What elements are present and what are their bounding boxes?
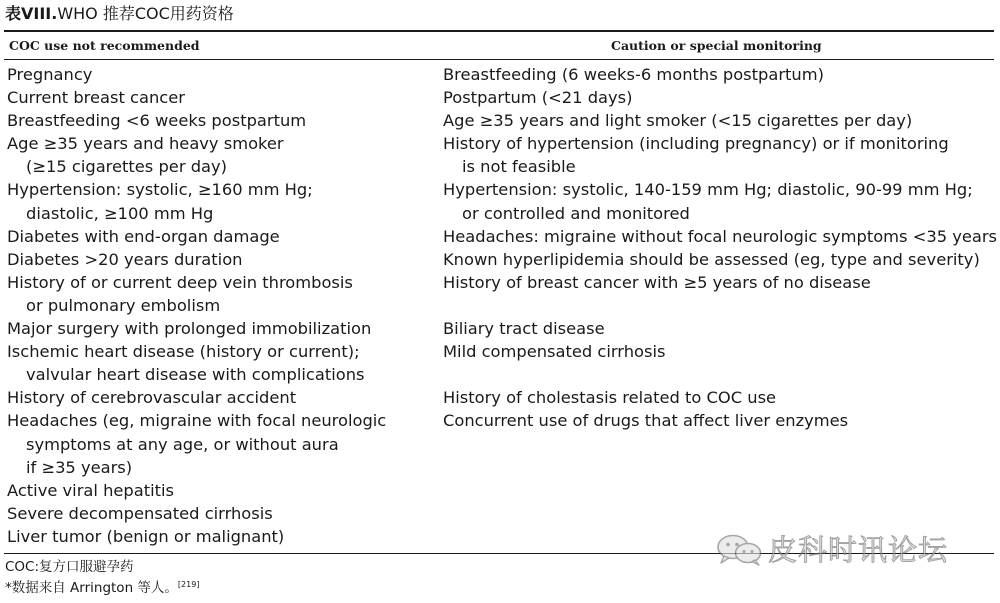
- table-top-rule: [4, 30, 994, 32]
- not-recommended-row: Active viral hepatitis: [7, 480, 175, 500]
- caution-row: Concurrent use of drugs that affect liver enzymes: [443, 411, 849, 431]
- not-recommended-row: (≥15 cigarettes per day): [26, 157, 227, 177]
- not-recommended-row: Headaches (eg, migraine with focal neurologic: [7, 411, 387, 431]
- column-header-caution: Caution or special monitoring: [611, 38, 822, 53]
- table-title: [5, 4, 234, 24]
- caution-row: History of hypertension (including pregnancy) or if monitoring: [443, 134, 949, 154]
- not-recommended-row: Breastfeeding <6 weeks postpartum: [7, 111, 307, 131]
- footnote-source: [5, 576, 199, 597]
- caution-row: is not feasible: [462, 157, 576, 177]
- caution-row: or controlled and monitored: [462, 203, 690, 223]
- caution-row: Mild compensated cirrhosis: [443, 342, 666, 362]
- not-recommended-row: Diabetes >20 years duration: [7, 249, 243, 269]
- not-recommended-row: History of cerebrovascular accident: [7, 388, 297, 408]
- caution-row: [443, 294, 995, 317]
- column-caution: [443, 63, 998, 433]
- footnote-reference: [219]: [177, 580, 200, 589]
- table-title-prefix: 表VIII.: [5, 4, 58, 23]
- column-header-not-recommended: COC use not recommended: [9, 38, 200, 53]
- not-recommended-row: Ischemic heart disease (history or current);: [7, 342, 360, 362]
- footnote-source-text: *数据来自 Arrington 等人。: [5, 580, 178, 596]
- not-recommended-row: valvular heart disease with complications: [26, 365, 365, 385]
- caution-row: Postpartum (<21 days): [443, 88, 633, 108]
- not-recommended-row: Pregnancy: [7, 65, 93, 84]
- not-recommended-row: Major surgery with prolonged immobilization: [7, 319, 372, 339]
- caution-row: Known hyperlipidemia should be assessed (eg, type and severity): [443, 249, 980, 269]
- not-recommended-row: Diabetes with end-organ damage: [7, 226, 280, 246]
- watermark-text: 皮科时讯论坛: [768, 533, 949, 567]
- not-recommended-row: if ≥35 years): [26, 457, 133, 477]
- caution-row: Breastfeeding (6 weeks-6 months postpartum): [443, 65, 824, 84]
- table-header-rule: [4, 59, 994, 60]
- caution-row: Age ≥35 years and light smoker (<15 cigarettes per day): [443, 111, 913, 131]
- not-recommended-row: Hypertension: systolic, ≥160 mm Hg;: [7, 180, 313, 200]
- not-recommended-row: History of or current deep vein thrombosis: [7, 272, 353, 292]
- wechat-icon: [714, 532, 766, 566]
- not-recommended-row: or pulmonary embolism: [26, 295, 221, 315]
- table-footnotes: [5, 558, 199, 597]
- caution-row: Hypertension: systolic, 140-159 mm Hg; diastolic, 90-99 mm Hg;: [443, 180, 973, 200]
- caution-row: [443, 363, 995, 386]
- not-recommended-row: Age ≥35 years and heavy smoker: [7, 134, 284, 154]
- not-recommended-row: Severe decompensated cirrhosis: [7, 503, 273, 523]
- not-recommended-row: Liver tumor (benign or malignant): [7, 526, 285, 546]
- caution-row: Headaches: migraine without focal neurologic symptoms <35 years: [443, 226, 998, 246]
- watermark: [714, 528, 948, 569]
- column-not-recommended: [7, 63, 427, 548]
- footnote-abbreviation: COC:复方口服避孕药: [5, 559, 134, 575]
- caution-row: History of cholestasis related to COC use: [443, 388, 777, 408]
- table-title-text: WHO 推荐COC用药资格: [57, 4, 234, 23]
- caution-row: History of breast cancer with ≥5 years of no disease: [443, 272, 871, 292]
- not-recommended-row: Current breast cancer: [7, 88, 185, 108]
- not-recommended-row: diastolic, ≥100 mm Hg: [26, 203, 214, 223]
- caution-row: Biliary tract disease: [443, 319, 605, 339]
- not-recommended-row: symptoms at any age, or without aura: [26, 434, 339, 454]
